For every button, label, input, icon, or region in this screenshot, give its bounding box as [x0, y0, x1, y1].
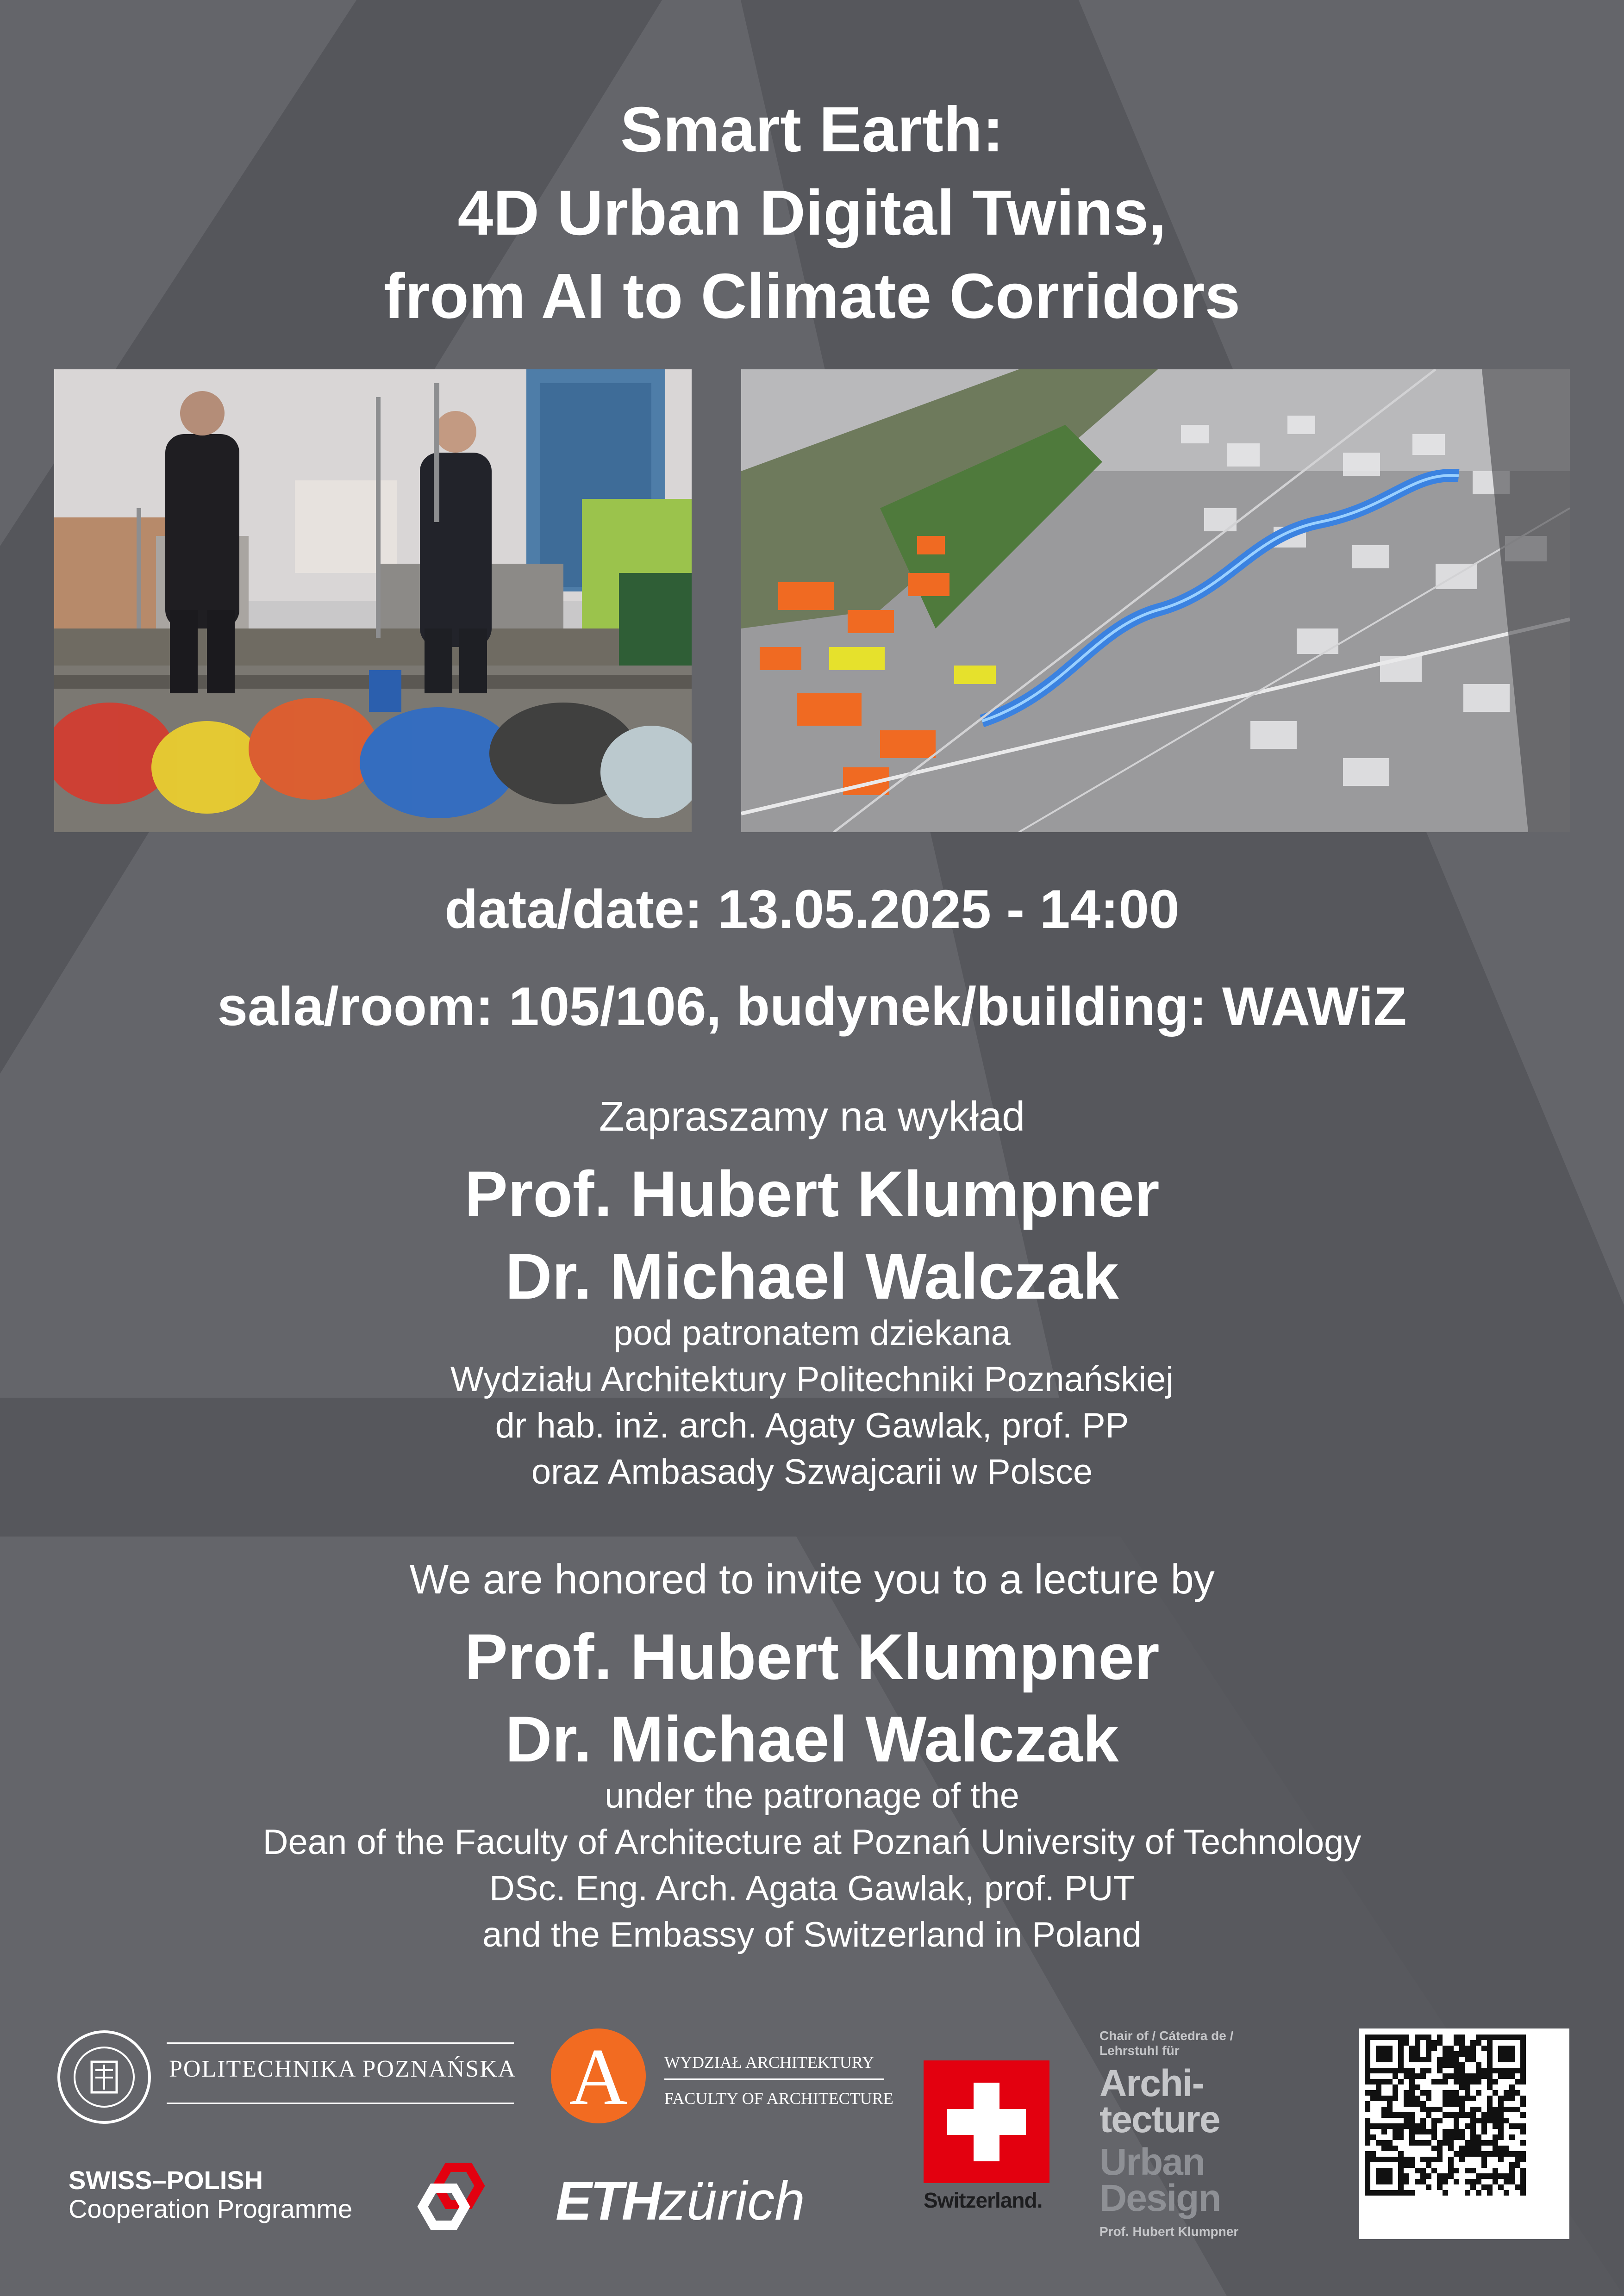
switzerland-logo: [924, 2060, 1056, 2218]
pp-logo: [56, 2028, 517, 2130]
event-date: data/date: 13.05.2025 - 14:00: [444, 879, 1180, 940]
en-patronage-line: under the patronage of the: [605, 1776, 1019, 1816]
pl-patronage-line: Wydziału Architektury Politechniki Poznańskiej: [450, 1360, 1174, 1399]
eth-logo: [556, 2170, 843, 2230]
chair-architecture: Archi-tecture: [1099, 2062, 1220, 2140]
pl-patronage-line: oraz Ambasady Szwajcarii w Polsce: [531, 1452, 1093, 1492]
pl-patronage-line: pod patronatem dziekana: [613, 1313, 1011, 1353]
title-line: from AI to Climate Corridors: [383, 261, 1241, 332]
en-speaker-2: Dr. Michael Walczak: [505, 1703, 1119, 1775]
en-speaker-1: Prof. Hubert Klumpner: [464, 1620, 1160, 1693]
pp-seal-icon: [56, 2028, 153, 2126]
event-room: sala/room: 105/106, budynek/building: WAWiZ: [217, 976, 1407, 1037]
speakers-photo: [54, 369, 692, 832]
chair-top: Chair of / Cátedra de / Lehrstuhl für: [1099, 2028, 1234, 2058]
swiss-polish-chain-icon: [416, 2160, 494, 2230]
pl-speaker-2: Dr. Michael Walczak: [505, 1240, 1119, 1313]
eth-rest: zürich: [659, 2171, 805, 2232]
swiss-polish-line-2: Cooperation Programme: [69, 2194, 353, 2223]
swiss-flag-icon: [924, 2060, 1049, 2183]
en-patronage-line: DSc. Eng. Arch. Agata Gawlak, prof. PUT: [489, 1869, 1135, 1908]
en-patronage-line: Dean of the Faculty of Architecture at Poznań University of Technology: [262, 1823, 1362, 1862]
eth-bold: ETH: [556, 2171, 659, 2232]
faculty-line-2: FACULTY OF ARCHITECTURE: [664, 2089, 893, 2108]
pl-speaker-1: Prof. Hubert Klumpner: [464, 1157, 1160, 1230]
faculty-line-1: WYDZIAŁ ARCHITEKTURY: [664, 2053, 874, 2072]
swiss-polish-line-1: SWISS–POLISH: [69, 2165, 263, 2195]
urban-model-photo: [741, 369, 1570, 832]
qr-code-icon: [1359, 2028, 1569, 2239]
chair-person: Prof. Hubert Klumpner: [1099, 2224, 1239, 2239]
pl-patronage-line: dr hab. inż. arch. Agaty Gawlak, prof. PP: [495, 1406, 1129, 1445]
chair-urban-design: Urban Design: [1099, 2141, 1221, 2219]
pl-intro: Zapraszamy na wykład: [599, 1094, 1025, 1140]
en-patronage-line: and the Embassy of Switzerland in Poland: [482, 1915, 1142, 1954]
chair-logo: [1099, 2028, 1299, 2241]
switzerland-label: Switzerland.: [924, 2188, 1043, 2212]
en-intro: We are honored to invite you to a lecture by: [409, 1556, 1215, 1603]
faculty-letter: A: [569, 2032, 628, 2122]
poster-title: [0, 88, 1624, 338]
swiss-polish-logo: [69, 2160, 499, 2239]
title-line: Smart Earth:: [620, 94, 1004, 165]
qr-code[interactable]: [1359, 2028, 1569, 2239]
title-line: 4D Urban Digital Twins,: [457, 177, 1167, 249]
pp-name: POLITECHNIKA POZNAŃSKA: [169, 2056, 517, 2082]
faculty-logo: [551, 2028, 893, 2126]
